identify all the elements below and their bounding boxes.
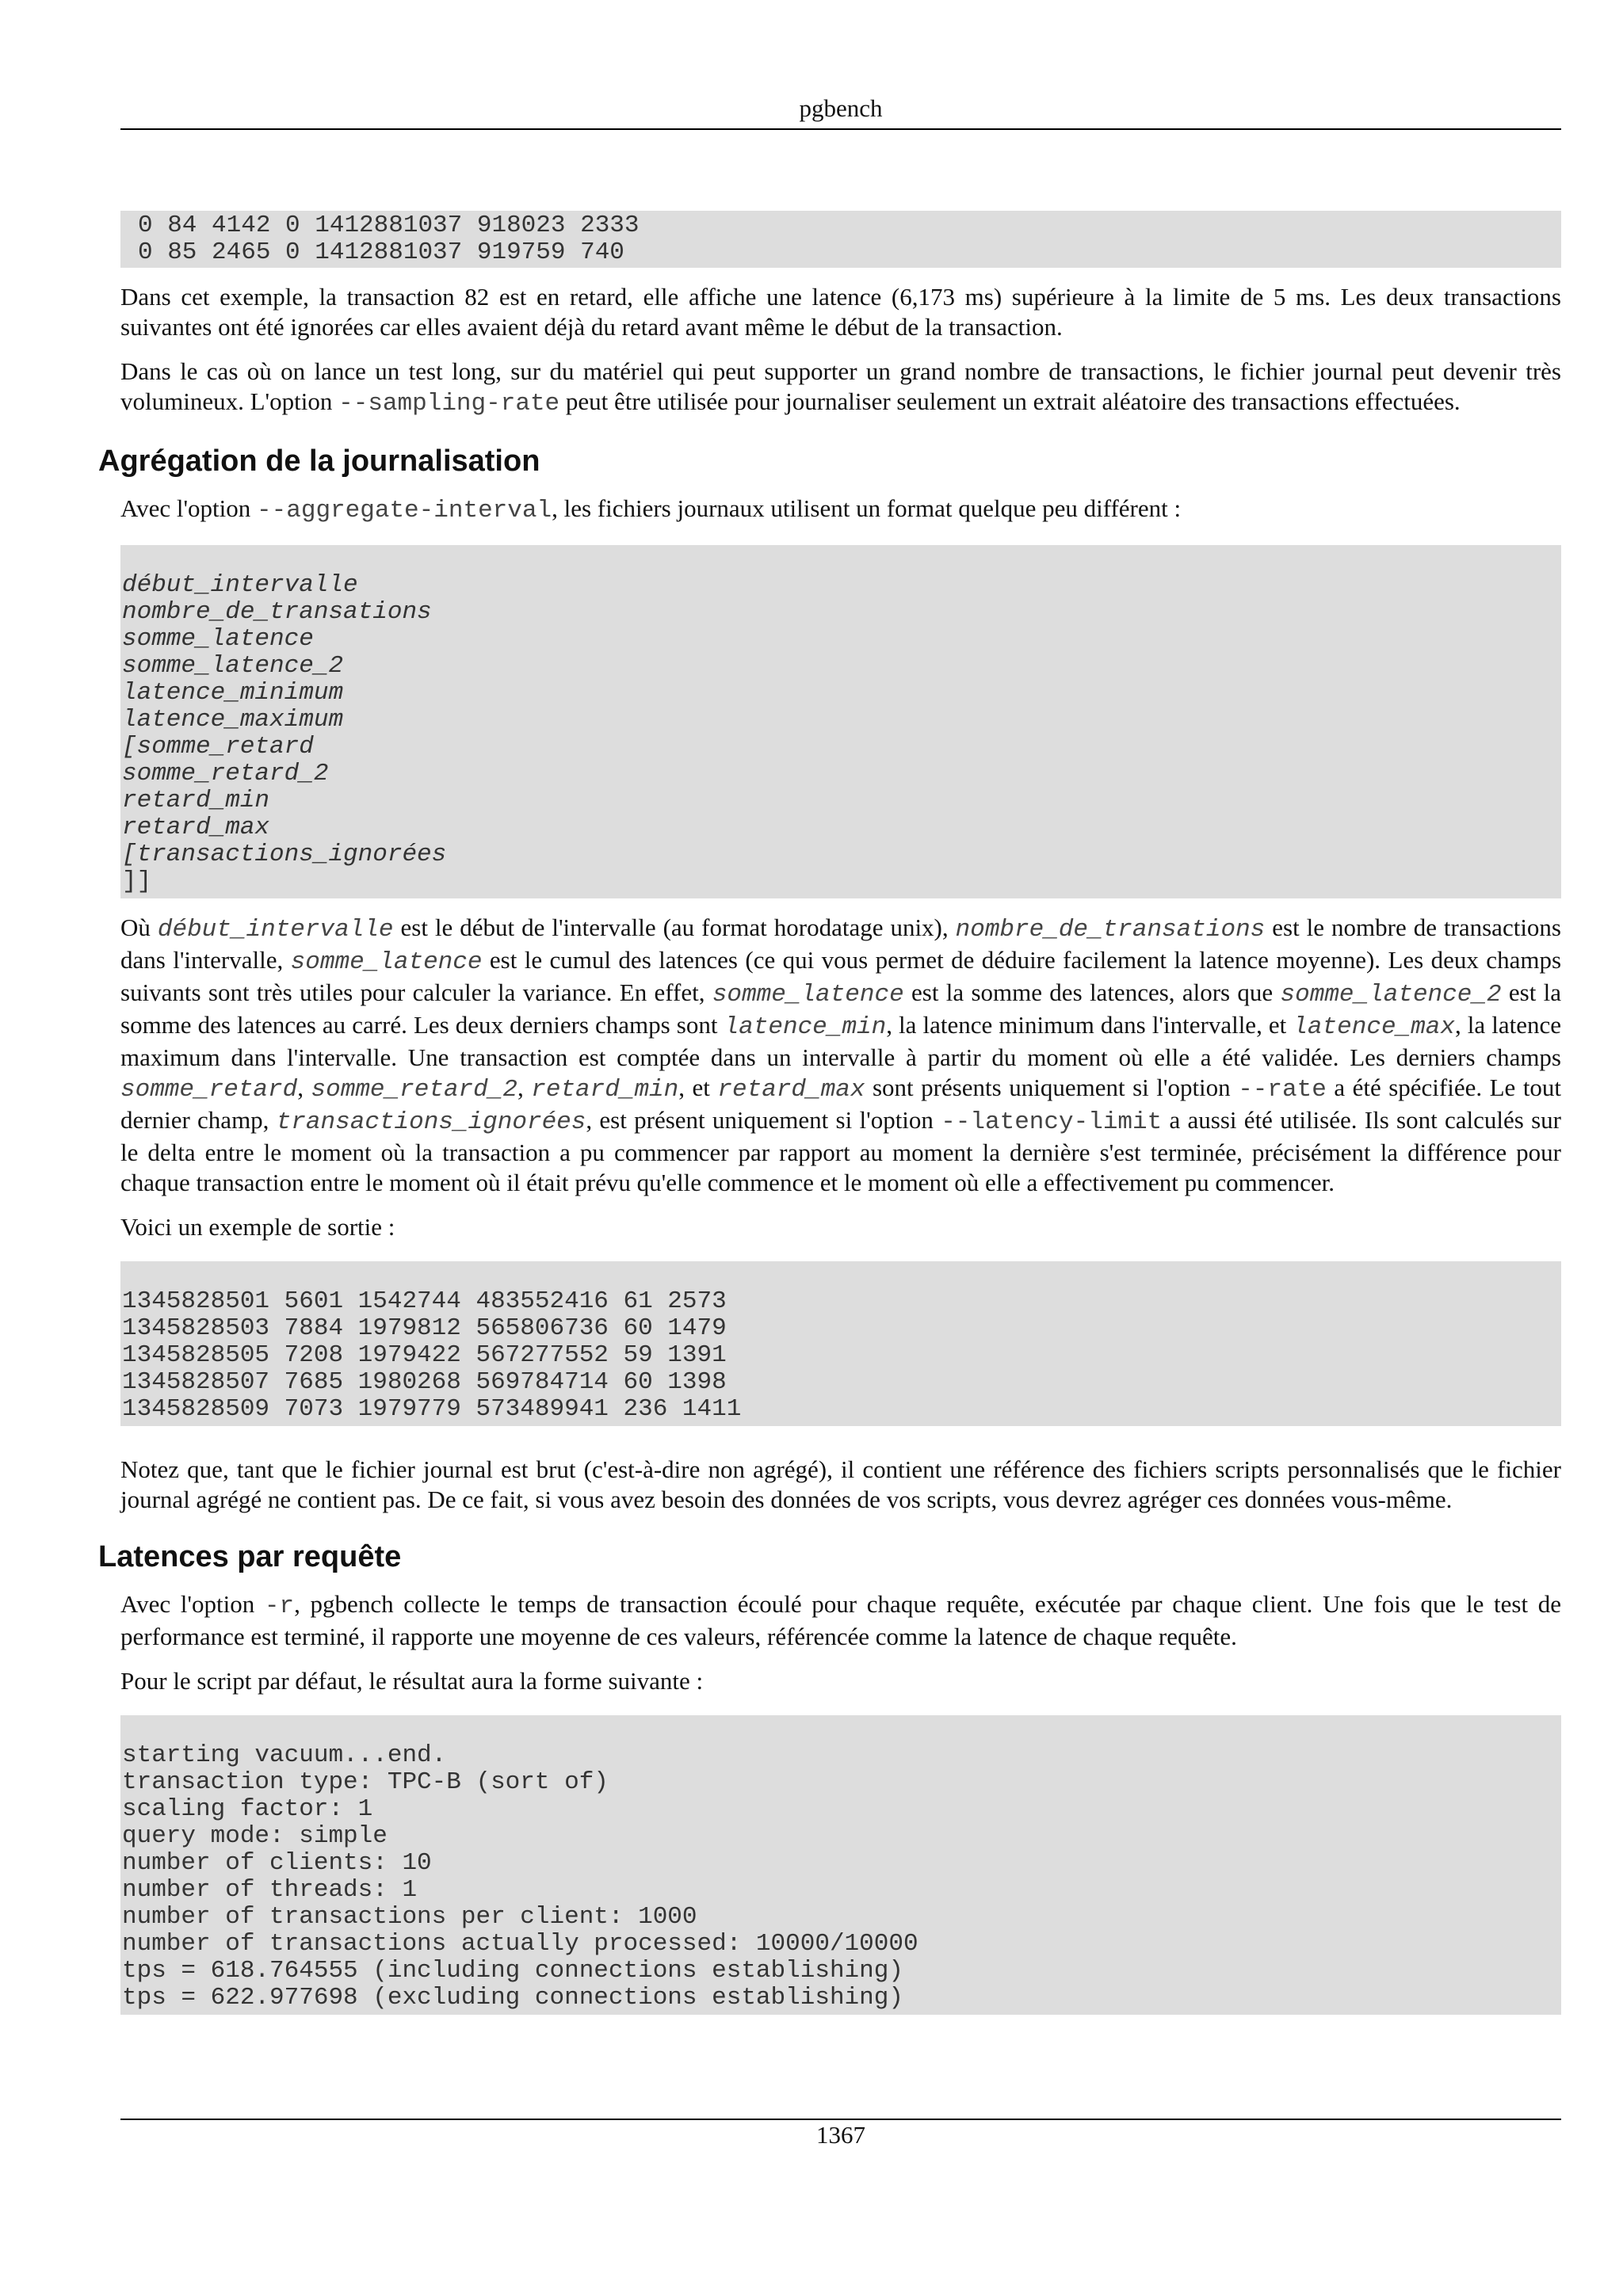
- paragraph-aggregate-intro: Avec l'option --aggregate-interval, les fichiers journaux utilisent un format quelque peu différent :: [120, 494, 1182, 524]
- code-line: 1345828503 7884 1979812 565806736 60 1479: [122, 1314, 727, 1342]
- format-field: somme_latence_2: [122, 652, 344, 680]
- pgbench-output-code-block: [120, 1715, 1561, 2015]
- code-line: 0 84 4142 0 1412881037 918023 2333: [138, 212, 640, 239]
- format-field: latence_minimum: [122, 679, 344, 707]
- option-rate: --rate: [1238, 1076, 1327, 1104]
- format-field: latence_maximum: [122, 706, 344, 734]
- code-line: number of threads: 1: [122, 1876, 418, 1904]
- field-name: latence_min: [724, 1013, 887, 1041]
- code-line: tps = 622.977698 (excluding connections establishing): [122, 1984, 903, 2012]
- format-field: retard_min: [122, 787, 270, 814]
- format-field: retard_max: [122, 814, 270, 841]
- format-field: somme_retard_2: [122, 760, 329, 788]
- paragraph-raw-vs-aggregated: Notez que, tant que le fichier journal est brut (c'est-à-dire non agrégé), il contient une référence des fichiers scripts personnalisés que le fichier journal agrégé ne contient pas. De ce fait, si vous avez besoin des données de vos scripts, vous devrez agréger ces données vous-même.: [120, 1455, 1561, 1513]
- code-line: starting vacuum...end.: [122, 1741, 447, 1769]
- option-sampling-rate: --sampling-rate: [338, 390, 560, 418]
- field-name: nombre_de_transations: [955, 916, 1266, 944]
- aggregate-format-code-block: [120, 545, 1561, 898]
- field-name: somme_retard_2: [311, 1076, 517, 1104]
- option-latency-limit: --latency-limit: [941, 1108, 1163, 1136]
- format-closing-brackets: ]]: [122, 868, 152, 895]
- paragraph-default-script: Pour le script par défaut, le résultat aura la forme suivante :: [120, 1667, 704, 1695]
- field-name: retard_max: [717, 1076, 865, 1104]
- paragraph-field-descriptions: Où début_intervalle est le début de l'intervalle (au format horodatage unix), nombre_de_transations est le nombre de transactions dans l'intervalle, somme_latence est le cumul des latences (ce qui vous permet de déduire facilement la latence moyenne). Les deux champs suivants sont très utiles pour calculer la variance. En effet, somme_latence est la somme des latences, alors que somme_latence_2 est la somme des latences au carré. Les deux derniers champs sont latence_min, la latence minimum dans l'intervalle, et latence_max, la latence maximum dans l'intervalle. Une transaction est comptée dans un intervalle à partir du moment où elle a été validée. Les derniers champs somme_retard, somme_retard_2, retard_min, et retard_max sont présents uniquement si l'option --rate a été spécifiée. Le tout dernier champ, transactions_ignorées, est présent uniquement si l'option --latency-limit a aussi été utilisée. Ils sont calculés sur le delta entre le moment où la transaction a pu commencer par rapport au moment la dernière s'est terminée, précisément la différence pour chaque transaction entre le moment où il était prévu qu'elle commence et le moment où elle a effectivement pu commencer.: [120, 913, 1562, 1196]
- aggregate-example-code-block: [120, 1261, 1561, 1426]
- code-line: number of transactions actually processed: 10000/10000: [122, 1930, 918, 1958]
- option-aggregate-interval: --aggregate-interval: [257, 497, 552, 524]
- field-name: retard_min: [531, 1076, 679, 1104]
- paragraph-per-statement-latency: Avec l'option -r, pgbench collecte le temps de transaction écoulé pour chaque requête, exécutée par chaque client. Une fois que le test de performance est terminé, il rapporte une moyenne de ces valeurs, référencée comme la latence de chaque requête.: [120, 1590, 1562, 1650]
- field-name: somme_latence_2: [1280, 981, 1502, 1009]
- code-line: 1345828501 5601 1542744 483552416 61 2573: [122, 1287, 727, 1315]
- format-field: [transactions_ignorées: [122, 841, 447, 868]
- page-content: [98, 211, 1562, 2015]
- paragraph-sampling-rate: Dans le cas où on lance un test long, sur du matériel qui peut supporter un grand nombre de transactions, le fichier journal peut devenir très volumineux. L'option --sampling-rate peut être utilisée pour journaliser seulement un extrait aléatoire des transactions effectuées.: [120, 357, 1561, 418]
- field-name: début_intervalle: [157, 916, 394, 944]
- running-header-title: pgbench: [799, 94, 883, 122]
- field-name: somme_latence: [290, 948, 483, 976]
- paragraph-late-transaction: Dans cet exemple, la transaction 82 est en retard, elle affiche une latence (6,173 ms) supérieure à la limite de 5 ms. Les deux transactions suivantes ont été ignorées car elles avaient déjà du retard avant même le début de la transaction.: [120, 283, 1561, 341]
- header-rule: [120, 128, 1561, 130]
- option-r: -r: [264, 1592, 295, 1620]
- code-line: query mode: simple: [122, 1822, 388, 1850]
- section-heading-latency: Latences par requête: [98, 1540, 402, 1573]
- code-line: 1345828505 7208 1979422 567277552 59 1391: [122, 1341, 727, 1369]
- section-heading-aggregation: Agrégation de la journalisation: [98, 444, 540, 478]
- code-line: 0 85 2465 0 1412881037 919759 740: [138, 238, 624, 266]
- code-line: 1345828507 7685 1980268 569784714 60 1398: [122, 1368, 727, 1396]
- format-field: nombre_de_transations: [122, 598, 432, 626]
- field-name: somme_latence: [712, 981, 904, 1009]
- field-name: transactions_ignorées: [276, 1108, 586, 1136]
- code-line: transaction type: TPC-B (sort of): [122, 1768, 609, 1796]
- format-field: début_intervalle: [122, 571, 358, 599]
- field-name: somme_retard: [120, 1076, 298, 1104]
- format-field: somme_latence: [122, 625, 314, 653]
- format-field: [somme_retard: [122, 733, 314, 761]
- code-line: tps = 618.764555 (including connections establishing): [122, 1957, 903, 1985]
- code-line: number of transactions per client: 1000: [122, 1903, 697, 1931]
- paragraph-example-intro: Voici un exemple de sortie :: [120, 1213, 395, 1241]
- code-line: number of clients: 10: [122, 1849, 432, 1877]
- code-line: scaling factor: 1: [122, 1795, 373, 1823]
- page-number: 1367: [816, 2121, 865, 2149]
- field-name: latence_max: [1293, 1013, 1455, 1041]
- log-sample-code-block: [120, 211, 1561, 268]
- code-line: 1345828509 7073 1979779 573489941 236 1411: [122, 1395, 742, 1423]
